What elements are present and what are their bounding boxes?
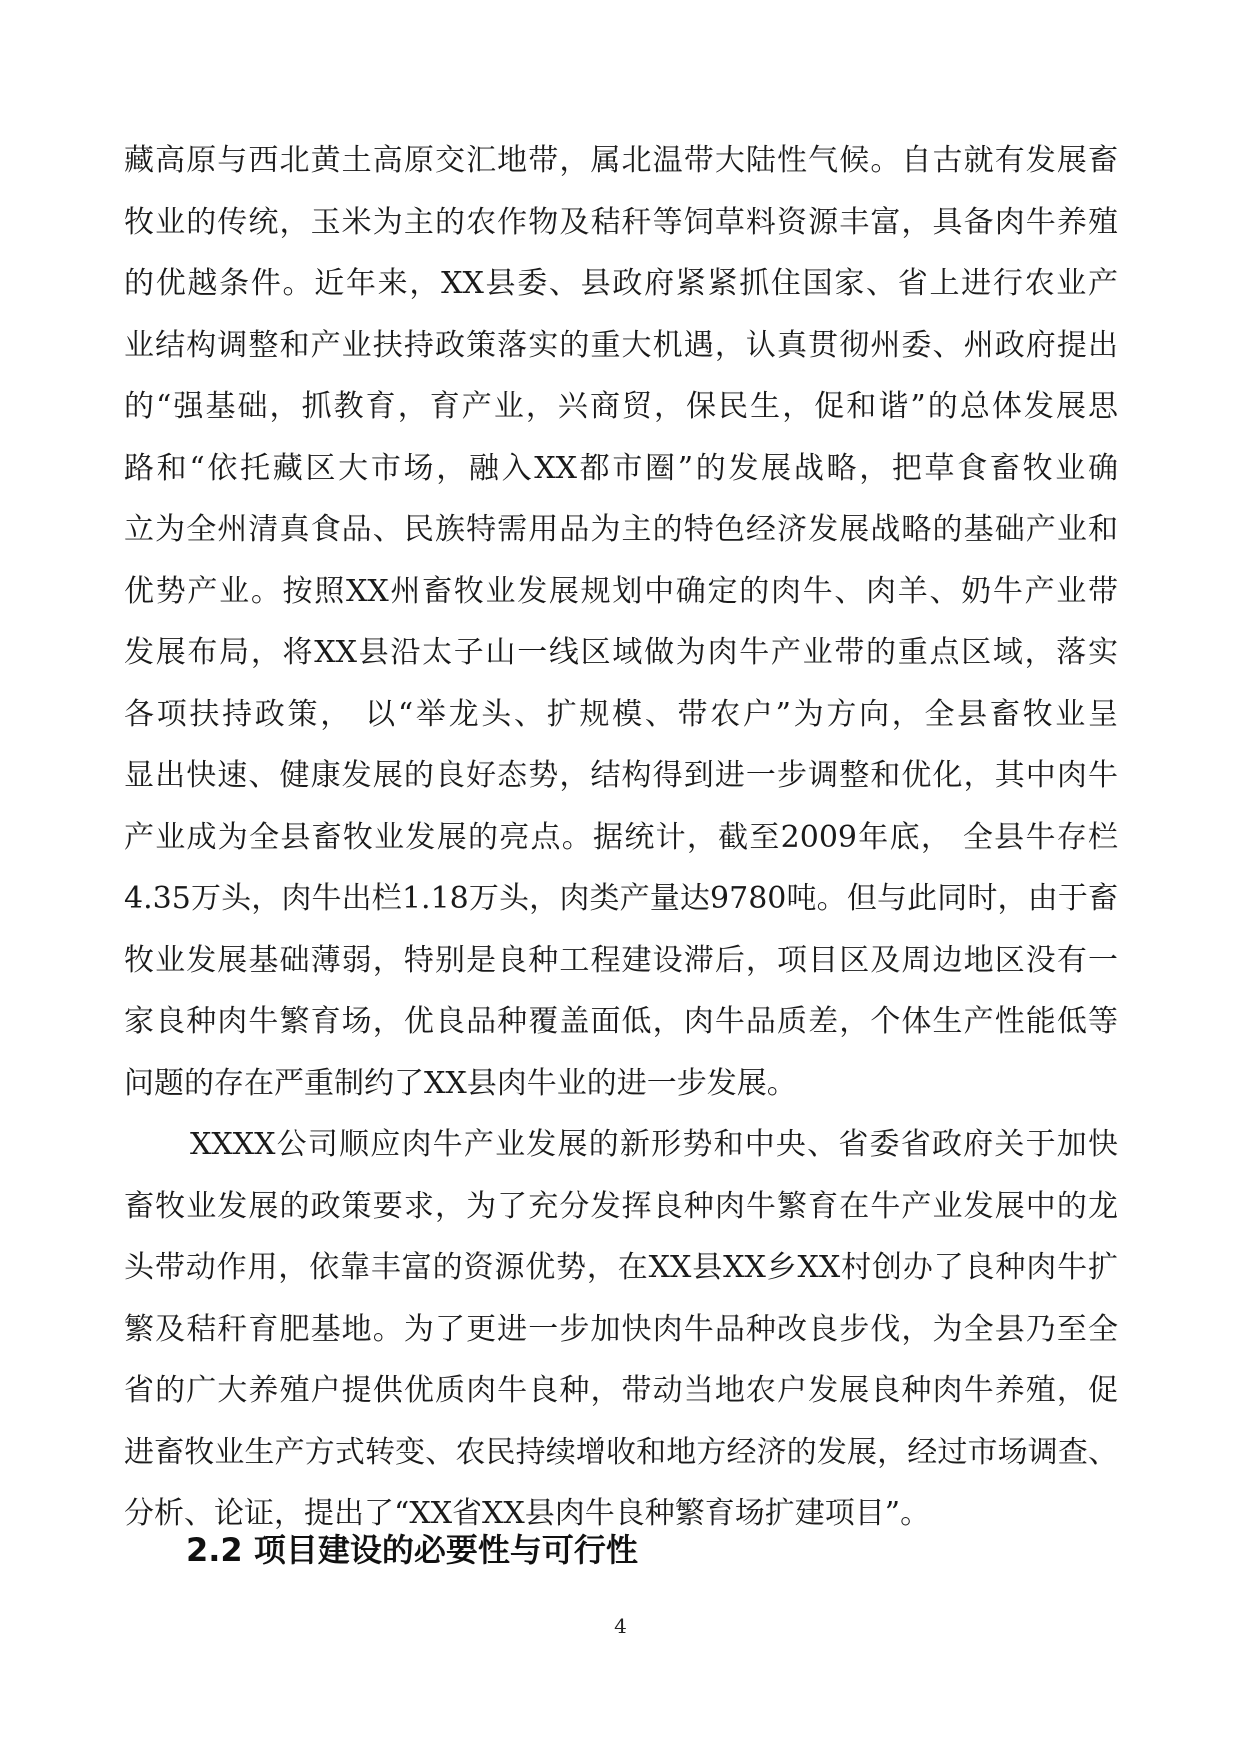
text-line: 藏高原与西北黄土高原交汇地带，属北温带大陆性气候。自古就有发展畜 [124, 143, 1118, 178]
text-line: 家良种肉牛繁育场，优良品种覆盖面低，肉牛品质差，个体生产性能低等 [124, 1004, 1118, 1039]
text-line: 牧业的传统，玉米为主的农作物及秸秆等饲草料资源丰富，具备肉牛养殖 [124, 204, 1118, 240]
text-line: XXXX公司顺应肉牛产业发展的新形势和中央、省委省政府关于加快 [190, 1127, 1118, 1162]
text-line: 产业成为全县畜牧业发展的亮点。据统计，截至2009年底， 全县牛存栏 [124, 819, 1118, 855]
paragraph-2 [124, 1114, 1118, 1545]
text-line: 发展布局，将XX县沿太子山一线区域做为肉牛产业带的重点区域，落实 [124, 635, 1118, 670]
text-line: 路和“依托藏区大市场，融入XX都市圈”的发展战略，把草食畜牧业确 [124, 450, 1118, 486]
text-line: 牧业发展基础薄弱，特别是良种工程建设滞后，项目区及周边地区没有一 [124, 942, 1118, 978]
page-number: 4 [614, 1614, 627, 1638]
text-line: 头带动作用，依靠丰富的资源优势，在XX县XX乡XX村创办了良种肉牛扩 [124, 1250, 1118, 1285]
text-line: 畜牧业发展的政策要求，为了充分发挥良种肉牛繁育在牛产业发展中的龙 [124, 1188, 1118, 1224]
body-text [124, 130, 1118, 1545]
text-line: 问题的存在严重制约了XX县肉牛业的进一步发展。 [124, 1065, 797, 1101]
text-line: 各项扶持政策， 以“举龙头、扩规模、带农户”为方向，全县畜牧业呈 [124, 696, 1118, 732]
text-line: 繁及秸秆育肥基地。为了更进一步加快肉牛品种改良步伐，为全县乃至全 [124, 1311, 1118, 1347]
text-line: 的“强基础，抓教育，育产业，兴商贸，保民生，促和谐”的总体发展思 [124, 389, 1118, 424]
text-line: 的优越条件。近年来，XX县委、县政府紧紧抓住国家、省上进行农业产 [124, 266, 1118, 301]
text-line: 省的广大养殖户提供优质肉牛良种，带动当地农户发展良种肉牛养殖，促 [124, 1373, 1118, 1408]
text-line: 进畜牧业生产方式转变、农民持续增收和地方经济的发展，经过市场调查、 [124, 1434, 1118, 1470]
text-line: 立为全州清真食品、民族特需用品为主的特色经济发展战略的基础产业和 [124, 512, 1118, 547]
text-line: 4.35万头，肉牛出栏1.18万头，肉类产量达9780吨。但与此同时，由于畜 [124, 881, 1118, 916]
text-line: 优势产业。按照XX州畜牧业发展规划中确定的肉牛、肉羊、奶牛产业带 [124, 573, 1118, 609]
section-heading: 2.2 项目建设的必要性与可行性 [186, 1531, 638, 1569]
text-line: 显出快速、健康发展的良好态势，结构得到进一步调整和优化，其中肉牛 [124, 758, 1118, 793]
text-line: 业结构调整和产业扶持政策落实的重大机遇，认真贯彻州委、州政府提出 [124, 327, 1118, 363]
text-line: 分析、论证，提出了“XX省XX县肉牛良种繁育场扩建项目”。 [124, 1496, 931, 1531]
paragraph-1 [124, 130, 1118, 1114]
